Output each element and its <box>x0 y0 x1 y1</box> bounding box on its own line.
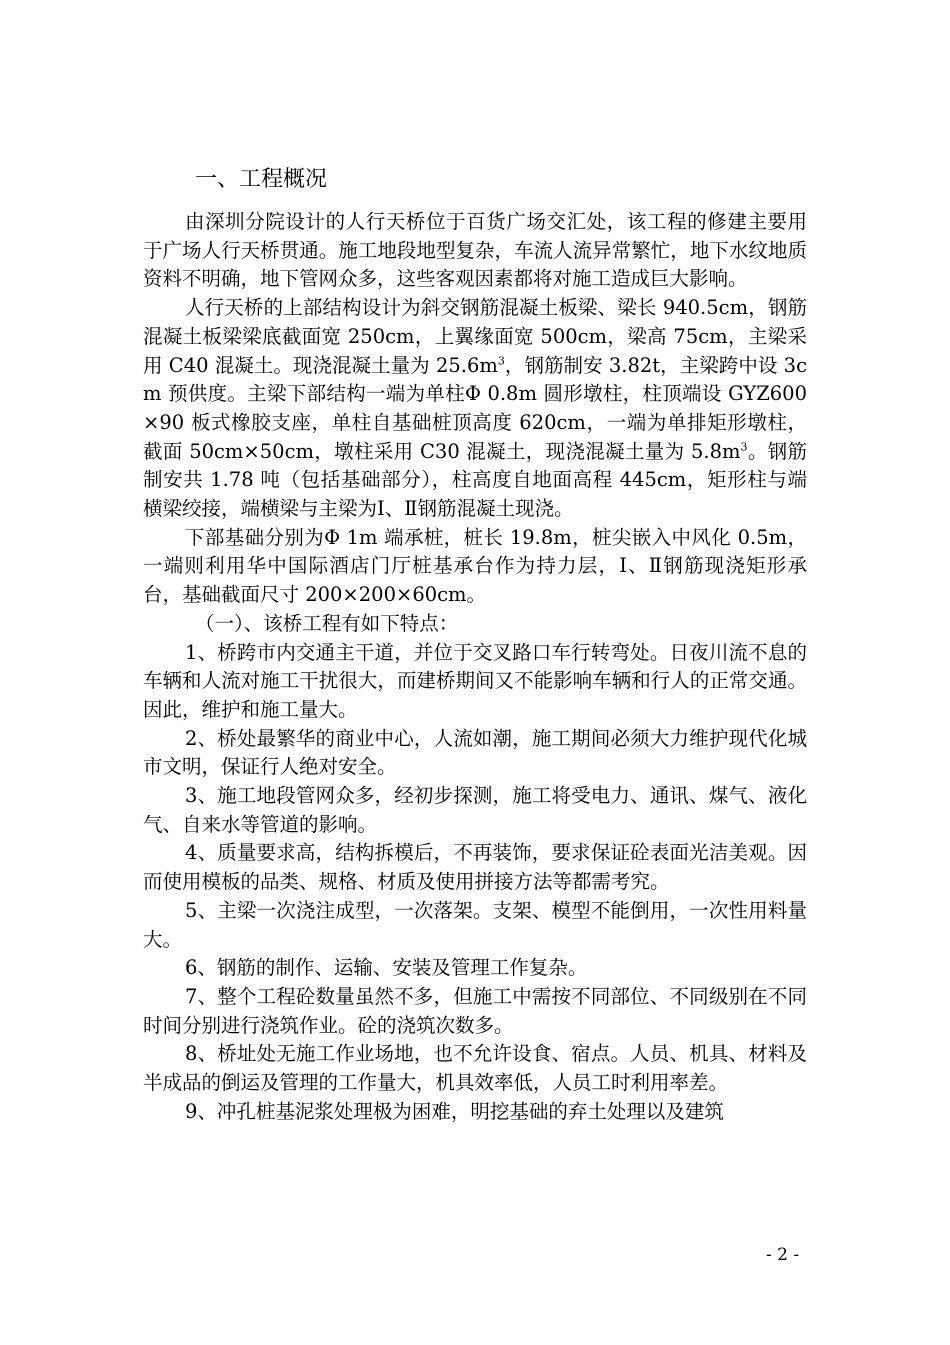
overview-paragraph-3: 下部基础分别为Φ 1m 端承桩，桩长 19.8m，桩尖嵌入中风化 0.5m，一端则利用华中国际酒店门厅桩基承台作为持力层，Ⅰ、Ⅱ钢筋现浇矩形承台，基础截面尺寸 200×200×60cm。 <box>143 525 807 607</box>
feature-item-4: 4、质量要求高，结构拆模后，不再装饰，要求保证砼表面光洁美观。因而使用模板的品类、规格、材质及使用拼接方法等都需考究。 <box>143 841 807 894</box>
page-number: - 2 - <box>766 1245 800 1265</box>
cubic-superscript-2: 3 <box>740 440 748 454</box>
feature-item-5: 5、主梁一次浇注成型，一次落架。支架、模型不能倒用，一次性用料量大。 <box>143 898 807 951</box>
overview-paragraph-2 <box>143 294 807 524</box>
feature-item-3: 3、施工地段管网众多，经初步探测，施工将受电力、通讯、煤气、液化气、自来水等管道的影响。 <box>143 784 807 836</box>
overview-paragraph-1: 由深圳分院设计的人行天桥位于百货广场交汇处，该工程的修建主要用于广场人行天桥贯通。施工地段地型复杂，车流人流异常繁忙，地下水纹地质资料不明确，地下管网众多，这些客观因素都将对施工造成巨大影响。 <box>143 210 807 291</box>
overview-paragraph-2-part-3: 。钢筋制安共 1.78 吨（包括基础部分），柱高度自地面高程 445cm，矩形柱与端横梁绞接，端横梁与主梁为Ⅰ、Ⅱ钢筋混凝土现浇。 <box>143 439 807 521</box>
overview-paragraph-2-part-1: 人行天桥的上部结构设计为斜交钢筋混凝土板梁、梁长 940.5cm，钢筋混凝土板梁梁底截面宽 250cm，上翼缘面宽 500cm，梁高 75cm，主梁采用 C40 混凝土。现浇混凝土量为 25.6m <box>143 296 807 377</box>
feature-item-8: 8、桥址处无施工作业场地，也不允许设食、宿点。人员、机具、材料及半成品的倒运及管理的工作量大，机具效率低，人员工时利用率差。 <box>143 1042 807 1095</box>
feature-item-7: 7、整个工程砼数量虽然不多，但施工中需按不同部位、不同级别在不同时间分别进行浇筑作业。砼的浇筑次数多。 <box>143 984 807 1037</box>
overview-paragraph-2-part-2: ，钢筋制安 3.82t，主梁跨中设 3cm 预供度。主梁下部结构一端为单柱Φ 0.8m 圆形墩柱，柱顶端设 GYZ600×90 板式橡胶支座，单柱自基础桩顶高度 620cm，一端为单排矩形墩柱，截面 50cm×50cm，墩柱采用 C30 混凝土，现浇混凝土量为 5.8m <box>143 353 807 463</box>
feature-item-6: 6、钢筋的制作、运输、安装及管理工作复杂。 <box>185 956 588 980</box>
features-intro: （一）、该桥工程有如下特点： <box>195 611 459 635</box>
section-heading: 一、工程概况 <box>195 167 328 192</box>
feature-item-1: 1、桥跨市内交通主干道，并位于交叉路口车行转弯处。日夜川流不息的车辆和人流对施工干扰很大，而建桥期间又不能影响车辆和行人的正常交通。因此，维护和施工量大。 <box>143 640 807 721</box>
document-page <box>143 162 807 1127</box>
feature-item-2: 2、桥处最繁华的商业中心，人流如潮，施工期间必须大力维护现代化城市文明，保证行人绝对安全。 <box>143 726 807 779</box>
cubic-superscript-1: 3 <box>497 354 505 368</box>
feature-item-9: 9、冲孔桩基泥浆处理极为困难，明挖基础的弃土处理以及建筑 <box>185 1099 724 1123</box>
